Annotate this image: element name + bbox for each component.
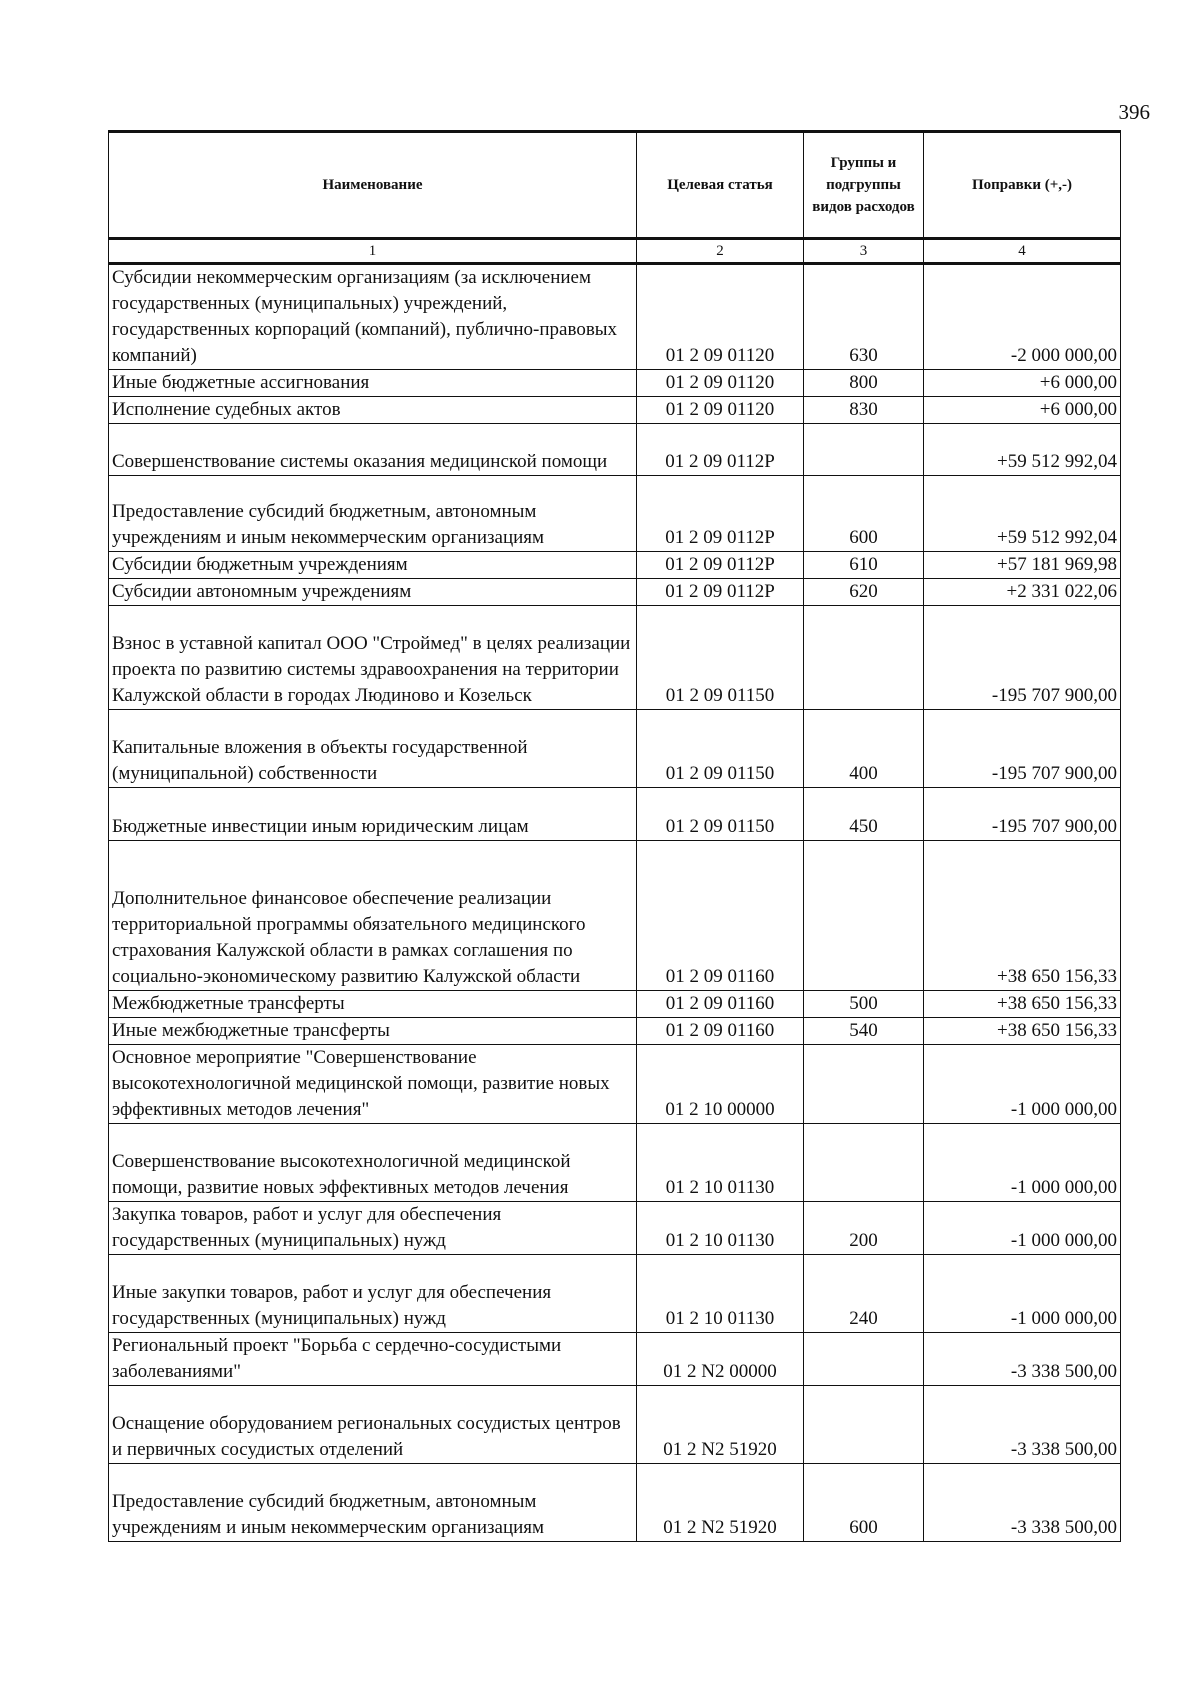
row-expense-group: 630 xyxy=(804,264,924,370)
header-amendments: Поправки (+,-) xyxy=(924,132,1121,239)
row-amount: -1 000 000,00 xyxy=(924,1045,1121,1124)
header-expense-group: Группы и подгруппы видов расходов xyxy=(804,132,924,239)
row-name: Субсидии некоммерческим организациям (за исключением государственных (муниципальных) учреждений, государственных корпораций (компаний), публично-правовых компаний) xyxy=(109,264,637,370)
row-target-article: 01 2 09 01120 xyxy=(637,397,804,424)
row-name: Дополнительное финансовое обеспечение реализации территориальной программы обязательного медицинского страхования Калужской области в рамках соглашения по социально-экономическому развитию Калужской области xyxy=(109,841,637,991)
row-name: Иные бюджетные ассигнования xyxy=(109,370,637,397)
row-expense-group: 400 xyxy=(804,710,924,788)
row-name: Субсидии бюджетным учреждениям xyxy=(109,552,637,579)
table-row xyxy=(109,1202,1121,1255)
row-amount: +2 331 022,06 xyxy=(924,579,1121,606)
row-expense-group: 620 xyxy=(804,579,924,606)
row-target-article: 01 2 10 01130 xyxy=(637,1124,804,1202)
table-row xyxy=(109,710,1121,788)
header-row xyxy=(109,132,1121,239)
row-amount: -3 338 500,00 xyxy=(924,1464,1121,1542)
row-amount: +59 512 992,04 xyxy=(924,424,1121,476)
budget-table xyxy=(108,130,1121,1542)
table-row xyxy=(109,1255,1121,1333)
row-amount: +38 650 156,33 xyxy=(924,1018,1121,1045)
page-number: 396 xyxy=(1118,100,1150,124)
row-target-article: 01 2 09 0112Р xyxy=(637,552,804,579)
row-amount: -1 000 000,00 xyxy=(924,1124,1121,1202)
row-target-article: 01 2 09 01120 xyxy=(637,264,804,370)
table-row xyxy=(109,424,1121,476)
row-name: Предоставление субсидий бюджетным, автономным учреждениям и иным некоммерческим организациям xyxy=(109,476,637,552)
row-target-article: 01 2 09 01160 xyxy=(637,1018,804,1045)
table-row xyxy=(109,1124,1121,1202)
table-row xyxy=(109,397,1121,424)
row-target-article: 01 2 09 0112Р xyxy=(637,424,804,476)
table-row xyxy=(109,552,1121,579)
row-amount: -3 338 500,00 xyxy=(924,1386,1121,1464)
row-expense-group: 600 xyxy=(804,1464,924,1542)
row-expense-group xyxy=(804,1333,924,1386)
column-number: 1 xyxy=(109,239,637,264)
table-row xyxy=(109,370,1121,397)
row-target-article: 01 2 09 0112Р xyxy=(637,579,804,606)
row-amount: +6 000,00 xyxy=(924,397,1121,424)
row-expense-group: 540 xyxy=(804,1018,924,1045)
row-target-article: 01 2 10 01130 xyxy=(637,1255,804,1333)
row-expense-group xyxy=(804,841,924,991)
row-name: Исполнение судебных актов xyxy=(109,397,637,424)
column-number: 3 xyxy=(804,239,924,264)
row-expense-group: 610 xyxy=(804,552,924,579)
table-row xyxy=(109,841,1121,991)
row-amount: -195 707 900,00 xyxy=(924,788,1121,841)
table-row xyxy=(109,788,1121,841)
table-row xyxy=(109,1018,1121,1045)
table-row xyxy=(109,991,1121,1018)
header-target-article: Целевая статья xyxy=(637,132,804,239)
row-expense-group xyxy=(804,606,924,710)
row-target-article: 01 2 09 01150 xyxy=(637,710,804,788)
row-name: Основное мероприятие "Совершенствование высокотехнологичной медицинской помощи, развитие новых эффективных методов лечения" xyxy=(109,1045,637,1124)
column-number-row xyxy=(109,239,1121,264)
row-expense-group: 830 xyxy=(804,397,924,424)
row-amount: +38 650 156,33 xyxy=(924,991,1121,1018)
header-name: Наименование xyxy=(109,132,637,239)
row-name: Оснащение оборудованием региональных сосудистых центров и первичных сосудистых отделений xyxy=(109,1386,637,1464)
row-target-article: 01 2 10 01130 xyxy=(637,1202,804,1255)
table-row xyxy=(109,606,1121,710)
row-target-article: 01 2 N2 51920 xyxy=(637,1464,804,1542)
row-target-article: 01 2 N2 00000 xyxy=(637,1333,804,1386)
row-target-article: 01 2 09 01160 xyxy=(637,841,804,991)
table-row xyxy=(109,264,1121,370)
table-row xyxy=(109,1333,1121,1386)
table-row xyxy=(109,1464,1121,1542)
row-amount: -1 000 000,00 xyxy=(924,1255,1121,1333)
row-name: Предоставление субсидий бюджетным, автономным учреждениям и иным некоммерческим организациям xyxy=(109,1464,637,1542)
row-amount: -195 707 900,00 xyxy=(924,710,1121,788)
row-amount: -195 707 900,00 xyxy=(924,606,1121,710)
row-expense-group: 240 xyxy=(804,1255,924,1333)
row-expense-group xyxy=(804,1124,924,1202)
table-row xyxy=(109,476,1121,552)
table-row xyxy=(109,1045,1121,1124)
row-target-article: 01 2 N2 51920 xyxy=(637,1386,804,1464)
row-name: Региональный проект "Борьба с сердечно-сосудистыми заболеваниями" xyxy=(109,1333,637,1386)
table-row xyxy=(109,579,1121,606)
row-amount: +59 512 992,04 xyxy=(924,476,1121,552)
row-name: Субсидии автономным учреждениям xyxy=(109,579,637,606)
column-number: 2 xyxy=(637,239,804,264)
row-expense-group xyxy=(804,1045,924,1124)
row-target-article: 01 2 10 00000 xyxy=(637,1045,804,1124)
row-name: Межбюджетные трансферты xyxy=(109,991,637,1018)
row-name: Капитальные вложения в объекты государственной (муниципальной) собственности xyxy=(109,710,637,788)
row-name: Совершенствование высокотехнологичной медицинской помощи, развитие новых эффективных методов лечения xyxy=(109,1124,637,1202)
row-expense-group: 450 xyxy=(804,788,924,841)
row-amount: +38 650 156,33 xyxy=(924,841,1121,991)
row-amount: +6 000,00 xyxy=(924,370,1121,397)
row-target-article: 01 2 09 0112Р xyxy=(637,476,804,552)
row-target-article: 01 2 09 01150 xyxy=(637,788,804,841)
row-target-article: 01 2 09 01120 xyxy=(637,370,804,397)
row-name: Иные межбюджетные трансферты xyxy=(109,1018,637,1045)
row-expense-group: 200 xyxy=(804,1202,924,1255)
row-target-article: 01 2 09 01160 xyxy=(637,991,804,1018)
row-expense-group xyxy=(804,1386,924,1464)
row-expense-group: 500 xyxy=(804,991,924,1018)
row-name: Взнос в уставной капитал ООО "Строймед" в целях реализации проекта по развитию системы здравоохранения на территории Калужской области в городах Людиново и Козельск xyxy=(109,606,637,710)
row-amount: -2 000 000,00 xyxy=(924,264,1121,370)
row-expense-group: 800 xyxy=(804,370,924,397)
row-name: Бюджетные инвестиции иным юридическим лицам xyxy=(109,788,637,841)
row-name: Совершенствование системы оказания медицинской помощи xyxy=(109,424,637,476)
row-amount: +57 181 969,98 xyxy=(924,552,1121,579)
row-name: Иные закупки товаров, работ и услуг для обеспечения государственных (муниципальных) нужд xyxy=(109,1255,637,1333)
column-number: 4 xyxy=(924,239,1121,264)
table-row xyxy=(109,1386,1121,1464)
row-expense-group xyxy=(804,424,924,476)
row-name: Закупка товаров, работ и услуг для обеспечения государственных (муниципальных) нужд xyxy=(109,1202,637,1255)
row-amount: -1 000 000,00 xyxy=(924,1202,1121,1255)
row-target-article: 01 2 09 01150 xyxy=(637,606,804,710)
row-amount: -3 338 500,00 xyxy=(924,1333,1121,1386)
row-expense-group: 600 xyxy=(804,476,924,552)
